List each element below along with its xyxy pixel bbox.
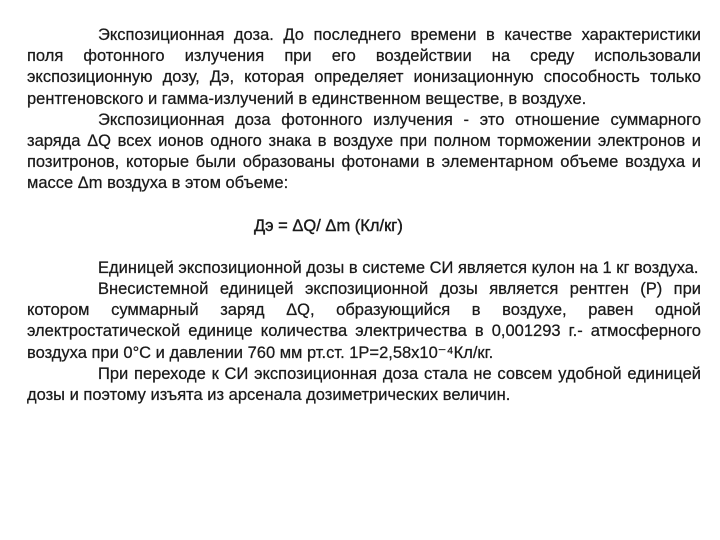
paragraph-exposure-dose-definition: Экспозиционная доза фотонного излучения - это отношение суммарного заряда ΔQ всех ионов одного знака в воздухе при полном торможении электронов и позитронов, которые были образованы фотонами в элементарном объеме воздуха и массе Δm воздуха в этом объеме: — [27, 110, 701, 193]
paragraph-exposure-dose-intro: Экспозиционная доза. До последнего времени в качестве характеристики поля фотонного излучения при его воздействии на среду использовали экспозиционную дозу, Дэ, которая определяет ионизационную способность только рентгеновского и гамма-излучений в единственном веществе, в воздухе. — [27, 26, 701, 108]
paragraph-roentgen: Внесистемной единицей экспозиционной дозы является рентген (Р) при котором суммарный заряд ΔQ, образующийся в воздухе, равен одной электростатической единице количества электричества в 0,001293 г.- атмосферного воздуха при 0°С и давлении 760 мм рт.ст. 1Р=2,58х10⁻⁴Кл/кг. — [27, 280, 701, 362]
paragraph-si-unit: Единицей экспозиционной дозы в системе СИ является кулон на 1 кг воздуха. — [98, 258, 699, 277]
paragraph-transition-to-si: При переходе к СИ экспозиционная доза стала не совсем удобной единицей дозы и поэтому изъята из арсенала дозиметрических величин. — [27, 364, 701, 405]
slide-text-body — [27, 25, 701, 406]
formula-exposure-dose: Дэ = ΔQ/ Δm (Кл/кг) — [254, 216, 403, 235]
